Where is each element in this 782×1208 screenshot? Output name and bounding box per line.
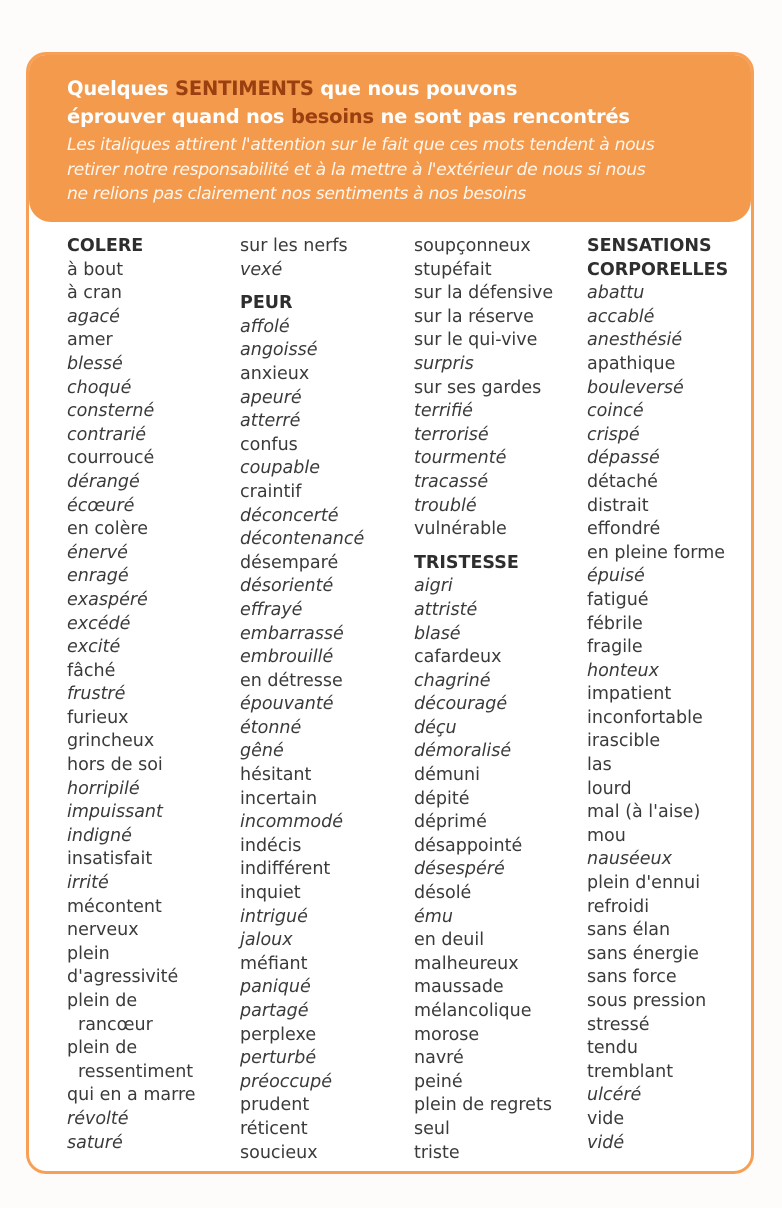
feeling-word: déconcerté: [240, 505, 339, 526]
category-heading: TRISTESSE: [414, 552, 519, 573]
feeling-word: inquiet: [240, 883, 301, 904]
feeling-word: sur la réserve: [414, 306, 534, 327]
feeling-word: terrorisé: [414, 424, 489, 445]
feeling-word: nauséeux: [587, 849, 673, 870]
feeling-word: soucieux: [240, 1142, 318, 1163]
feeling-word: malheureux: [414, 953, 519, 974]
subtitle-line: ne relions pas clairement nos sentiments à nos besoins: [67, 184, 527, 204]
feeling-word: angoissé: [240, 340, 318, 361]
feeling-word: effondré: [587, 519, 661, 540]
feeling-word: stressé: [587, 1014, 650, 1035]
feeling-word: surpris: [414, 353, 474, 374]
feeling-word: incertain: [240, 788, 318, 809]
feeling-word: désemparé: [240, 552, 339, 573]
feeling-word: incommodé: [240, 812, 343, 833]
feeling-word: dépité: [414, 788, 470, 809]
feeling-word: écœuré: [67, 495, 135, 516]
feeling-word: découragé: [414, 694, 508, 715]
feeling-word: sur ses gardes: [414, 377, 542, 398]
category-heading: SENSATIONS: [587, 236, 712, 256]
feeling-word: maussade: [414, 977, 504, 998]
feeling-word: méfiant: [240, 953, 308, 974]
feeling-word: sur le qui-vive: [414, 330, 538, 351]
feeling-word: vide: [587, 1108, 625, 1129]
feeling-word: peiné: [414, 1071, 463, 1092]
category-heading: PEUR: [240, 293, 293, 314]
feeling-word: plein: [67, 943, 110, 964]
feeling-word: mal (à l'aise): [587, 802, 701, 823]
feeling-word: sur la défensive: [414, 283, 554, 304]
feeling-word: épouvanté: [240, 694, 334, 715]
feeling-word: qui en a marre: [67, 1085, 196, 1106]
feeling-word: désolé: [414, 883, 472, 904]
feeling-word: plein de: [67, 991, 138, 1011]
category-heading: CORPORELLES: [587, 259, 729, 280]
feeling-word: navré: [414, 1048, 464, 1069]
feeling-word: sans énergie: [587, 943, 699, 964]
feeling-word: las: [587, 755, 612, 776]
feeling-word: réticent: [240, 1118, 308, 1139]
feeling-word: confus: [240, 434, 298, 455]
feeling-word: étonné: [240, 717, 302, 738]
feeling-word: rancœur: [78, 1014, 153, 1035]
feeling-word: préoccupé: [240, 1071, 332, 1092]
feeling-word: ulcéré: [587, 1085, 642, 1106]
feeling-word: abattu: [587, 283, 645, 304]
feeling-word: nerveux: [67, 920, 139, 941]
feeling-word: en détresse: [240, 670, 343, 691]
subtitle-line: Les italiques attirent l'attention sur le fait que ces mots tendent à nous: [67, 135, 655, 155]
feeling-word: déçu: [414, 717, 457, 738]
feeling-word: impatient: [587, 684, 672, 705]
feeling-word: indigné: [67, 825, 132, 846]
feeling-word: tourmenté: [414, 448, 507, 469]
feeling-word: anxieux: [240, 363, 310, 384]
feeling-word: irrité: [67, 873, 109, 894]
feeling-word: blasé: [414, 623, 461, 644]
feeling-word: à bout: [67, 259, 124, 280]
feeling-word: honteux: [587, 660, 659, 681]
feeling-word: mou: [587, 825, 626, 846]
feeling-word: craintif: [240, 481, 302, 502]
feeling-word: sans élan: [587, 920, 671, 941]
header-subtitle: [67, 133, 731, 207]
column-peur: [240, 235, 364, 1165]
feeling-word: plein de: [67, 1038, 138, 1059]
feeling-word: excité: [67, 637, 121, 658]
feeling-word: jaloux: [240, 930, 293, 951]
feeling-word: épuisé: [587, 566, 645, 587]
card-header: [29, 55, 751, 222]
feeling-word: enragé: [67, 566, 129, 587]
feeling-word: ému: [414, 906, 453, 927]
feeling-word: distrait: [587, 495, 649, 516]
feeling-word: dépassé: [587, 448, 660, 469]
feeling-word: soupçonneux: [414, 236, 531, 256]
feeling-word: excédé: [67, 613, 131, 634]
feeling-word: démuni: [414, 765, 480, 786]
feeling-word: saturé: [67, 1132, 123, 1153]
feeling-word: exaspéré: [67, 589, 148, 610]
feeling-word: prudent: [240, 1095, 310, 1116]
feeling-word: contrarié: [67, 424, 147, 445]
feeling-word: attristé: [414, 599, 478, 620]
feeling-word: grincheux: [67, 731, 155, 752]
feeling-word: vulnérable: [414, 519, 507, 540]
feeling-word: triste: [414, 1142, 460, 1163]
feeling-word: d'agressivité: [67, 967, 179, 988]
feeling-word: morose: [414, 1024, 480, 1045]
feeling-word: cafardeux: [414, 647, 502, 668]
feeling-word: mélancolique: [414, 1001, 532, 1021]
feeling-word: horripilé: [67, 778, 140, 799]
feeling-word: refroidi: [587, 896, 650, 917]
feeling-word: perturbé: [240, 1048, 317, 1069]
feeling-word: plein de regrets: [414, 1095, 552, 1116]
feeling-word: insatisfait: [67, 849, 153, 870]
category-heading: COLERE: [67, 236, 144, 256]
feeling-word: fâché: [67, 660, 116, 681]
feeling-word: hors de soi: [67, 755, 163, 776]
feeling-word: chagriné: [414, 670, 491, 691]
feeling-word: frustré: [67, 684, 126, 705]
feeling-word: furieux: [67, 707, 129, 728]
feeling-word: décontenancé: [240, 529, 365, 550]
feeling-word: partagé: [240, 1001, 309, 1021]
feeling-word: vexé: [240, 259, 283, 280]
feeling-word: embrouillé: [240, 647, 334, 668]
feeling-word: dérangé: [67, 471, 140, 492]
feeling-word: désorienté: [240, 576, 334, 597]
feeling-word: apathique: [587, 353, 676, 374]
feeling-word: à cran: [67, 283, 122, 304]
feeling-word: en deuil: [414, 930, 485, 951]
feeling-word: aigri: [414, 576, 453, 597]
feeling-word: perplexe: [240, 1024, 317, 1045]
feeling-word: agacé: [67, 306, 120, 327]
feeling-word: coupable: [240, 458, 320, 479]
feeling-word: désespéré: [414, 859, 505, 880]
feeling-word: impuissant: [67, 802, 163, 823]
feeling-word: fébrile: [587, 613, 643, 634]
feeling-word: fatigué: [587, 589, 649, 610]
feeling-word: paniqué: [240, 977, 311, 998]
feeling-word: apeuré: [240, 387, 302, 408]
column-colere: [67, 235, 196, 1155]
feeling-word: sur les nerfs: [240, 236, 348, 256]
feeling-word: révolté: [67, 1108, 129, 1129]
column-sensations: [587, 235, 728, 1155]
feeling-word: atterré: [240, 411, 301, 432]
feeling-word: lourd: [587, 778, 632, 799]
feeling-word: fragile: [587, 637, 643, 658]
feeling-word: choqué: [67, 377, 132, 398]
feeling-word: blessé: [67, 353, 123, 374]
feeling-word: tremblant: [587, 1061, 674, 1082]
feeling-word: intrigué: [240, 906, 308, 927]
feeling-word: énervé: [67, 542, 128, 563]
feeling-word: coincé: [587, 401, 644, 422]
feeling-word: crispé: [587, 424, 640, 445]
feeling-word: courroucé: [67, 448, 155, 469]
feeling-word: inconfortable: [587, 707, 703, 728]
feeling-word: hésitant: [240, 765, 312, 786]
feeling-word: amer: [67, 330, 113, 351]
feeling-word: indécis: [240, 835, 302, 856]
feeling-word: détaché: [587, 471, 658, 492]
feeling-word: mécontent: [67, 896, 162, 917]
feeling-word: indifférent: [240, 859, 331, 880]
feeling-word: troublé: [414, 495, 477, 516]
feeling-word: démoralisé: [414, 741, 512, 762]
feeling-word: en pleine forme: [587, 542, 726, 563]
feeling-word: désappointé: [414, 835, 523, 856]
feeling-word: en colère: [67, 519, 148, 540]
feeling-word: tracassé: [414, 471, 489, 492]
feeling-word: irascible: [587, 731, 661, 752]
feeling-word: sous pression: [587, 991, 707, 1011]
feeling-word: déprimé: [414, 812, 487, 833]
subtitle-line: retirer notre responsabilité et à la mettre à l'extérieur de nous si nous: [67, 159, 646, 180]
feeling-word: effrayé: [240, 599, 303, 620]
title-line-1: Quelques SENTIMENTS que nous pouvons: [67, 77, 518, 100]
column-tristesse: [414, 235, 553, 1165]
feeling-word: tendu: [587, 1038, 638, 1059]
feeling-word: seul: [414, 1118, 450, 1139]
feeling-word: plein d'ennui: [587, 873, 701, 894]
feeling-word: embarrassé: [240, 623, 344, 644]
feeling-word: ressentiment: [78, 1061, 194, 1082]
feeling-word: accablé: [587, 306, 655, 327]
feeling-word: stupéfait: [414, 259, 492, 280]
title-highlight-besoins: besoins: [290, 105, 374, 128]
feeling-word: consterné: [67, 401, 155, 422]
title-highlight-sentiments: SENTIMENTS: [175, 77, 314, 100]
feeling-word: vidé: [587, 1132, 625, 1153]
feeling-word: terrifié: [414, 401, 473, 422]
feelings-card: [26, 52, 754, 1174]
feeling-word: sans force: [587, 967, 677, 988]
title-line-2: éprouver quand nos besoins ne sont pas rencontrés: [67, 105, 630, 128]
feeling-word: gêné: [240, 741, 284, 762]
feeling-word: bouleversé: [587, 377, 684, 398]
feeling-word: anesthésié: [587, 330, 683, 351]
feeling-word: affolé: [240, 316, 290, 337]
